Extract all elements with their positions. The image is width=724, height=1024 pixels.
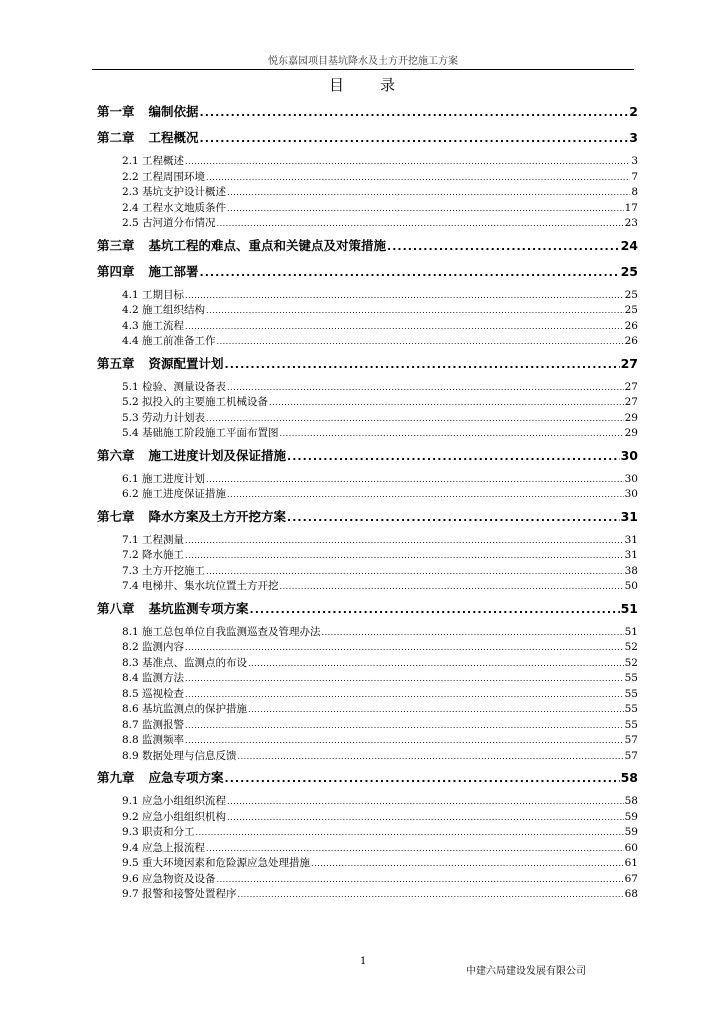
chapter-title: 资源配置计划 [148,355,224,371]
toc-section-entry[interactable] [97,687,638,703]
section-title: 4.2 施工组织结构 [122,304,206,316]
leader-dots [206,170,630,186]
leader-dots [311,856,624,872]
section-title: 9.6 应急物资及设备 [122,872,216,885]
toc-section-entry[interactable] [97,395,638,411]
chapter-title: 基坑监测专项方案 [148,600,249,616]
chapter-number: 第二章 [97,130,135,145]
toc-section-entry[interactable] [97,872,638,888]
leader-dots [185,154,630,170]
leader-dots [200,263,620,282]
chapter-title: 降水方案及土方开挖方案 [148,508,287,524]
leader-dots [238,749,624,765]
section-title: 9.7 报警和接警处置程序 [122,888,237,900]
section-page: 26 [624,319,638,332]
chapter-number: 第五章 [97,355,135,371]
section-page: 59 [624,810,638,823]
leader-dots [200,129,629,148]
section-page: 7 [631,170,638,183]
chapter-number: 第六章 [97,447,135,463]
toc-section-entry[interactable] [97,625,638,641]
section-page: 68 [624,888,638,900]
toc-section-entry[interactable] [97,185,638,201]
leader-dots [280,426,624,442]
section-title: 4.4 施工前准备工作 [122,335,216,347]
section-title: 7.1 工程测量 [122,533,185,546]
leader-dots [227,380,624,396]
toc-section-entry[interactable] [97,856,638,872]
section-page: 58 [624,795,638,807]
section-title: 8.8 监测频率 [122,734,185,746]
section-title: 8.9 数据处理与信息反馈 [122,749,237,762]
section-page: 55 [624,672,638,684]
chapter-label [97,236,386,256]
leader-dots [217,334,624,350]
section-page: 27 [624,396,638,408]
leader-dots [248,702,624,718]
section-page: 26 [624,335,638,347]
section-page: 59 [624,826,638,838]
leader-dots [185,687,624,703]
leader-dots [185,533,624,549]
leader-dots [217,216,624,232]
leader-dots [185,640,624,656]
toc-section-entry[interactable] [97,749,638,765]
chapter-title: 基坑工程的难点、重点和关键点及对策措施 [148,237,387,253]
leader-dots [287,508,620,527]
toc-section-entry[interactable] [97,533,638,549]
section-page: 57 [624,749,638,762]
section-page: 27 [624,380,638,393]
section-title: 5.3 劳动力计划表 [122,411,206,424]
section-title: 5.1 检验、测量设备表 [122,380,227,393]
section-title: 8.1 施工总包单位自我监测巡查及管理办法 [122,625,321,638]
toc-chapter-entry[interactable] [97,262,638,282]
section-page: 31 [624,533,638,546]
chapter-title: 工程概况 [148,130,199,145]
toc-chapter-entry[interactable] [97,128,638,148]
toc-section-entry[interactable] [97,671,638,687]
section-title: 7.4 电梯井、集水坑位置土方开挖 [122,580,279,592]
section-title: 8.5 巡视检查 [122,687,185,700]
chapter-label [97,354,224,374]
chapter-page: 27 [620,355,638,371]
chapter-page: 25 [620,263,638,279]
leader-dots [248,656,624,672]
toc-section-entry[interactable] [97,487,638,503]
leader-dots [227,185,630,201]
chapter-page: 51 [620,600,638,616]
section-title: 9.2 应急小组组织机构 [122,810,227,823]
chapter-title: 施工部署 [148,263,199,279]
section-page: 55 [624,687,638,700]
toc-section-entry[interactable] [97,794,638,810]
toc-section-entry[interactable] [97,334,638,350]
toc-chapter-entry[interactable] [97,354,638,374]
toc-section-entry[interactable] [97,564,638,580]
section-title: 7.2 降水施工 [122,549,185,561]
section-page: 31 [624,549,638,561]
leader-dots [269,395,624,411]
section-page: 61 [624,857,638,869]
chapter-label [97,507,286,527]
chapter-label [97,768,224,788]
leader-dots [206,564,624,580]
chapter-page: 24 [620,237,638,253]
toc-section-entry[interactable] [97,733,638,749]
toc-section-entry[interactable] [97,656,638,672]
section-page: 17 [624,201,638,214]
section-page: 57 [624,734,638,746]
page-number: 1 [360,956,367,967]
leader-dots [206,303,624,319]
leader-dots [238,887,624,903]
chapter-title: 编制依据 [148,104,199,119]
chapter-number: 第四章 [97,263,135,279]
section-title: 5.2 拟投入的主要施工机械设备 [122,396,269,408]
section-title: 9.1 应急小组组织流程 [122,795,227,807]
section-title: 4.3 施工流程 [122,319,185,332]
chapter-label [97,128,199,148]
section-page: 25 [624,288,638,301]
chapter-number: 第七章 [97,508,135,524]
chapter-label [97,102,199,122]
section-page: 60 [624,841,638,854]
toc-section-entry[interactable] [97,319,638,335]
section-title: 4.1 工期目标 [122,288,185,301]
toc-section-entry[interactable] [97,154,638,170]
toc-chapter-entry[interactable] [97,507,638,527]
leader-dots [200,103,629,122]
leader-dots [185,733,624,749]
toc-section-entry[interactable] [97,841,638,857]
section-title: 2.1 工程概述 [122,155,185,167]
chapter-page: 2 [629,104,638,119]
toc-section-entry[interactable] [97,640,638,656]
toc-chapter-entry[interactable] [97,599,638,619]
section-title: 5.4 基础施工阶段施工平面布置图 [122,427,279,439]
toc-section-entry[interactable] [97,718,638,734]
leader-dots [185,548,624,564]
chapter-number: 第一章 [97,104,135,119]
section-page: 52 [624,641,638,653]
leader-dots [206,841,624,857]
chapter-number: 第九章 [97,770,135,785]
section-title: 8.4 监测方法 [122,672,185,684]
section-page: 29 [624,411,638,424]
toc-section-entry[interactable] [97,216,638,232]
toc-section-entry[interactable] [97,825,638,841]
toc-section-entry[interactable] [97,702,638,718]
section-page: 23 [624,217,638,229]
toc-section-entry[interactable] [97,887,638,903]
section-title: 9.5 重大环境因素和危险源应急处理措施 [122,857,311,869]
leader-dots [227,810,624,826]
toc-section-entry[interactable] [97,579,638,595]
toc-section-entry[interactable] [97,303,638,319]
chapter-label [97,446,286,466]
toc-chapter-entry[interactable] [97,236,638,256]
section-page: 38 [624,564,638,577]
section-title: 2.4 工程水文地质条件 [122,201,227,214]
chapter-page: 58 [620,770,638,785]
toc-chapter-entry[interactable] [97,768,638,788]
section-page: 55 [624,703,638,715]
toc-chapter-entry[interactable] [97,446,638,466]
leader-dots [280,579,624,595]
leader-dots [227,487,624,503]
chapter-page: 3 [629,130,638,145]
leader-dots [287,447,620,466]
section-page: 3 [631,155,638,167]
chapter-title: 施工进度计划及保证措施 [148,447,287,463]
leader-dots [217,872,624,888]
chapter-page: 31 [620,508,638,524]
section-page: 52 [624,656,638,669]
toc-section-entry[interactable] [97,411,638,427]
section-title: 7.3 土方开挖施工 [122,564,206,577]
section-page: 67 [624,872,638,885]
section-page: 25 [624,304,638,316]
toc-section-entry[interactable] [97,380,638,396]
section-page: 30 [624,488,638,500]
leader-dots [322,625,624,641]
chapter-page: 30 [620,447,638,463]
leader-dots [227,794,624,810]
section-page: 55 [624,718,638,731]
leader-dots [206,411,624,427]
toc-title: 目录 [328,76,431,94]
section-title: 8.7 监测报警 [122,718,185,731]
section-title: 6.1 施工进度计划 [122,472,206,485]
toc-section-entry[interactable] [97,288,638,304]
toc-section-entry[interactable] [97,201,638,217]
toc-section-entry[interactable] [97,170,638,186]
section-title: 8.2 监测内容 [122,641,185,653]
running-header: 悦东嘉园项目基坑降水及土方开挖施工方案 [92,52,634,70]
chapter-label [97,599,249,619]
leader-dots [185,288,624,304]
leader-dots [185,319,624,335]
table-of-contents [97,98,638,903]
chapter-number: 第三章 [97,237,135,253]
section-title: 2.3 基坑支护设计概述 [122,186,227,198]
section-title: 6.2 施工进度保证措施 [122,488,227,500]
section-page: 29 [624,427,638,439]
leader-dots [227,201,624,217]
leader-dots [250,600,620,619]
leader-dots [225,769,620,788]
section-page: 50 [624,580,638,592]
section-page: 30 [624,472,638,485]
chapter-title: 应急专项方案 [148,770,224,785]
chapter-number: 第八章 [97,600,135,616]
toc-section-entry[interactable] [97,472,638,488]
section-title: 8.3 基准点、监测点的布设 [122,656,248,669]
section-page: 8 [631,186,638,198]
toc-chapter-entry[interactable] [97,102,638,122]
section-title: 2.2 工程周围环境 [122,170,206,183]
toc-section-entry[interactable] [97,548,638,564]
chapter-label [97,262,199,282]
leader-dots [206,472,624,488]
section-page: 51 [624,625,638,638]
section-title: 8.6 基坑监测点的保护措施 [122,703,248,715]
toc-section-entry[interactable] [97,810,638,826]
company-name: 中建六局建设发展有限公司 [466,966,586,977]
section-title: 9.4 应急上报流程 [122,841,206,854]
section-title: 9.3 职责和分工 [122,826,195,838]
leader-dots [225,355,620,374]
section-title: 2.5 古河道分布情况 [122,217,216,229]
toc-section-entry[interactable] [97,426,638,442]
leader-dots [185,671,624,687]
leader-dots [387,237,620,256]
leader-dots [196,825,624,841]
leader-dots [185,718,624,734]
